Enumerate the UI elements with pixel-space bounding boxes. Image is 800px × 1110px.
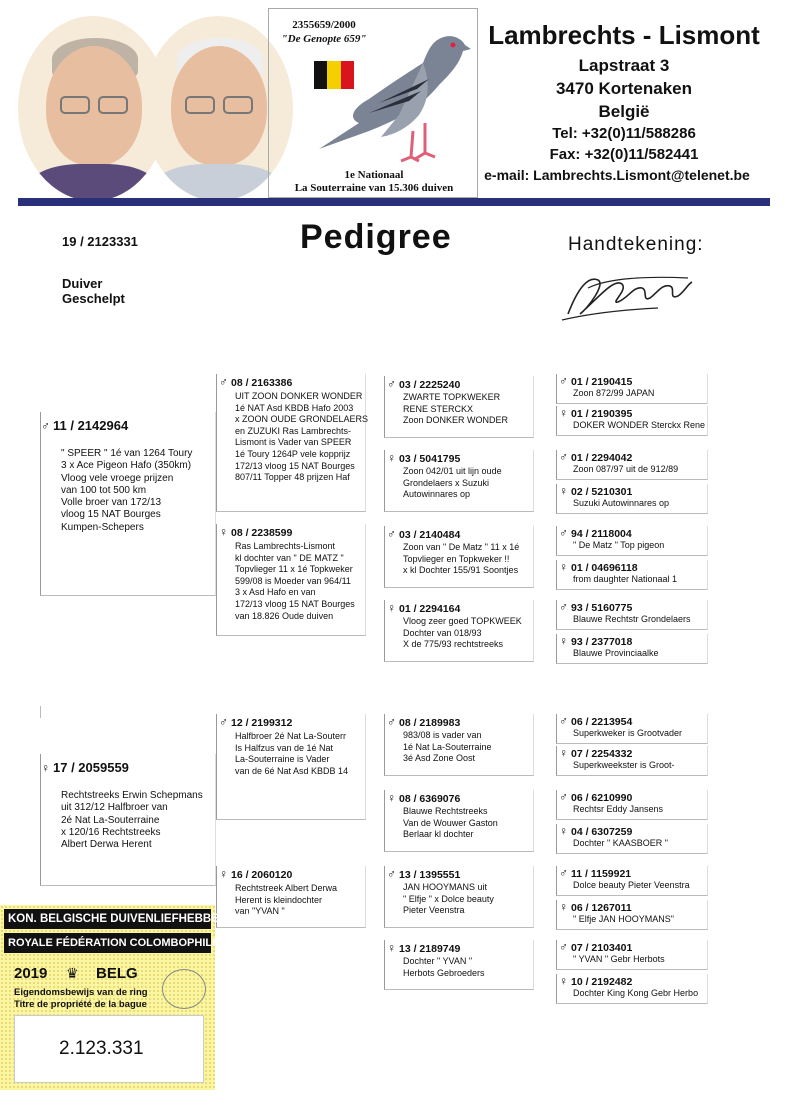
card-ring-number: 2.123.331 xyxy=(59,1038,144,1059)
gen3-ring: ♀ 08 / 6369076 xyxy=(387,791,461,805)
gen4-ring: ♀ 02 / 5210301 xyxy=(559,484,633,498)
card-year: 2019 xyxy=(14,965,48,982)
female-icon: ♀ xyxy=(41,761,50,775)
gen2-ring: ♂ 12 / 2199312 xyxy=(219,715,293,729)
gen4-ring: ♀ 04 / 6307259 xyxy=(559,824,633,838)
gen4-box xyxy=(556,714,708,744)
gen3-description: Dochter " YVAN " Herbots Gebroeders xyxy=(403,956,485,978)
gen3-ring: ♂ 03 / 2225240 xyxy=(387,377,461,391)
fax: Fax: +32(0)11/582441 xyxy=(549,146,699,163)
gen4-description: Superkweekster is Groot- xyxy=(573,760,675,770)
gen4-box xyxy=(556,900,708,930)
gen4-description: Suzuki Autowinnares op xyxy=(573,498,670,508)
gen3-box xyxy=(384,450,534,512)
street-address: Lapstraat 3 xyxy=(578,56,670,75)
gen4-box xyxy=(556,406,708,436)
male-icon: ♂ xyxy=(387,527,396,541)
gen3-ring: ♀ 13 / 2189749 xyxy=(387,941,461,955)
gen4-box xyxy=(556,374,708,404)
male-icon: ♂ xyxy=(219,375,228,389)
gen4-box xyxy=(556,600,708,630)
gen3-ring: ♂ 08 / 2189983 xyxy=(387,715,461,729)
male-icon: ♂ xyxy=(41,419,50,433)
shirt-shape xyxy=(153,164,283,201)
ring-ownership-card xyxy=(0,905,269,1090)
gen4-description: Zoon 872/99 JAPAN xyxy=(573,388,655,398)
female-icon: ♀ xyxy=(559,900,568,914)
dam-box xyxy=(40,754,216,886)
pigeon-result-line2: La Souterraine van 15.306 duiven xyxy=(294,182,454,194)
gen4-ring: ♀ 07 / 2254332 xyxy=(559,746,633,760)
female-icon: ♀ xyxy=(559,484,568,498)
male-icon: ♂ xyxy=(559,940,568,954)
gen4-description: " Elfje JAN HOOYMANS" xyxy=(573,914,674,924)
gen4-description: Dochter King Kong Gebr Herbo xyxy=(573,988,699,998)
card-label-fr: Titre de propriété de la bague xyxy=(14,999,147,1010)
gen4-box xyxy=(556,866,708,896)
gen4-box xyxy=(556,790,708,820)
gen3-ring: ♀ 01 / 2294164 xyxy=(387,601,461,615)
gen4-ring: ♂ 94 / 2118004 xyxy=(559,526,632,540)
gen4-ring: ♂ 06 / 6210990 xyxy=(559,790,633,804)
gen2-box xyxy=(216,374,369,512)
pigeon-ring-number: 2355659/2000 xyxy=(292,19,356,31)
pigeon-icon xyxy=(289,19,474,169)
glasses-icon xyxy=(60,96,90,114)
glasses-icon xyxy=(223,96,253,114)
gen3-ring: ♂ 03 / 2140484 xyxy=(387,527,461,541)
gen4-ring: ♂ 11 / 1159921 xyxy=(559,866,632,880)
contact-block xyxy=(478,8,770,198)
female-icon: ♀ xyxy=(219,867,228,881)
female-icon: ♀ xyxy=(559,634,568,648)
gen2-box xyxy=(216,524,366,636)
gen4-ring: ♂ 06 / 2213954 xyxy=(559,714,633,728)
female-icon: ♀ xyxy=(387,941,396,955)
gen3-description: Zoon 042/01 uit lijn oude Grondelaers x Suzuki Autowinnares op xyxy=(403,466,502,500)
city-address: 3470 Kortenaken xyxy=(555,79,693,98)
gen4-box xyxy=(556,634,708,664)
gen3-box xyxy=(384,790,534,852)
male-icon: ♂ xyxy=(559,714,568,728)
gen4-description: Rechtsr Eddy Jansens xyxy=(573,804,664,814)
signature-label: Handtekening: xyxy=(568,234,704,255)
gen3-description: 983/08 is vader van 1é Nat La-Souterraine 3é Asd Zone Oost xyxy=(403,730,492,764)
header-divider xyxy=(18,198,770,206)
gen4-box xyxy=(556,526,708,556)
gen2-description: Rechtstreek Albert Derwa Herent is kleindochter van "YVAN " xyxy=(235,883,338,917)
gen3-description: Zoon van " De Matz " 11 x 1é Topvlieger en Topkweker !! x kl Dochter 155/91 Soontjes xyxy=(403,542,520,576)
gen4-box xyxy=(556,746,708,776)
card-label-nl: Eigendomsbewijs van de ring xyxy=(14,987,148,998)
gen4-description: Blauwe Rechtstr Grondelaers xyxy=(573,614,691,624)
gen4-box xyxy=(556,484,708,514)
subject-ring-number: 19 / 2123331 xyxy=(62,234,138,249)
male-icon: ♂ xyxy=(559,526,568,540)
dam-description: Rechtstreeks Erwin Schepmans uit 312/12 Halfbroer van 2é Nat La-Souterraine x 120/16 Rechtstreeks Albert Derwa Herent xyxy=(61,790,203,851)
gen2-ring: ♂ 08 / 2163386 xyxy=(219,375,293,389)
gen4-description: " De Matz " Top pigeon xyxy=(573,540,665,550)
female-icon: ♀ xyxy=(559,406,568,420)
sire-description: " SPEER " 1é van 1264 Toury 3 x Ace Pigeon Hafo (350km) Vloog vele vroege prijzen van 100 tot 500 km Volle broer van 172/13 vloog 15 NAT Bourges Kumpen-Schepers xyxy=(61,448,193,533)
dam-ring: ♀ 17 / 2059559 xyxy=(41,760,129,775)
gen4-description: Dolce beauty Pieter Veenstra xyxy=(573,880,690,890)
gen4-box xyxy=(556,824,708,854)
male-icon: ♂ xyxy=(559,866,568,880)
glasses-icon xyxy=(98,96,128,114)
gen4-ring: ♂ 01 / 2190415 xyxy=(559,374,633,388)
male-icon: ♂ xyxy=(219,715,228,729)
female-icon: ♀ xyxy=(559,560,568,574)
female-icon: ♀ xyxy=(219,525,228,539)
email-link[interactable]: e-mail: Lambrechts.Lismont@telenet.be xyxy=(484,167,750,183)
page-title: Pedigree xyxy=(300,218,452,256)
gen3-box xyxy=(384,600,534,662)
sire-box xyxy=(40,412,216,596)
gen4-description: from daughter Nationaal 1 xyxy=(573,574,678,584)
gen2-description: Halfbroer 2é Nat La-Souterr Is Halfzus van de 1é Nat La-Souterraine is Vader van de 6é Nat Asd KBDB 14 xyxy=(235,731,349,776)
gen4-ring: ♀ 01 / 04696118 xyxy=(559,560,638,574)
male-icon: ♂ xyxy=(559,600,568,614)
gen4-ring: ♂ 93 / 5160775 xyxy=(559,600,633,614)
gen3-description: JAN HOOYMANS uit " Elfje " x Dolce beauty Pieter Veenstra xyxy=(403,882,494,916)
signature-icon xyxy=(558,258,698,328)
gen4-ring: ♀ 93 / 2377018 xyxy=(559,634,633,648)
federation-name-nl: KON. BELGISCHE DUIVENLIEFHEBBERSBOND xyxy=(4,909,211,929)
gen3-ring: ♂ 13 / 1395551 xyxy=(387,867,461,881)
gen4-description: Blauwe Provinciaalke xyxy=(573,648,659,658)
female-icon: ♀ xyxy=(559,824,568,838)
gen2-ring: ♀ 16 / 2060120 xyxy=(219,867,293,881)
gen3-box xyxy=(384,866,534,928)
gen4-description: Dochter " KAASBOER " xyxy=(573,838,668,848)
gen4-description: Zoon 087/97 uit de 912/89 xyxy=(573,464,679,474)
gen4-box xyxy=(556,450,708,480)
sire-ring: ♂ 11 / 2142964 xyxy=(41,418,129,433)
gen2-description: Ras Lambrechts-Lismont kl dochter van " DE MATZ " Topvlieger 11 x 1é Topkweker 599/08 is Moeder van 964/11 3 x Asd Hafo en van 172/13 vloog 15 NAT Bourges van 18.826 Oude duiven xyxy=(235,541,355,621)
gen3-box xyxy=(384,376,534,438)
male-icon: ♂ xyxy=(387,377,396,391)
gen3-box xyxy=(384,714,534,776)
gen4-box xyxy=(556,560,708,590)
gen2-description: UIT ZOON DONKER WONDER 1é NAT Asd KBDB Hafo 2003 x ZOON OUDE GRONDELAERS en ZUZUKI Ras Lambrechts- Lismont is Vader van SPEER 1é Toury 1264P vele kopprijz 172/13 vloog 15 NAT Bourges 807/11 Topper 48 prijzen Haf xyxy=(235,391,369,483)
gen4-box xyxy=(556,940,708,970)
gen3-ring: ♀ 03 / 5041795 xyxy=(387,451,461,465)
subject-sex: Duiver xyxy=(62,276,103,291)
female-icon: ♀ xyxy=(387,451,396,465)
gen3-box xyxy=(384,940,534,990)
gen4-box xyxy=(556,974,708,1004)
male-icon: ♂ xyxy=(559,450,568,464)
connector-line xyxy=(40,706,41,718)
gen4-ring: ♀ 10 / 2192482 xyxy=(559,974,633,988)
champion-pigeon-box xyxy=(268,8,478,198)
gen4-description: DOKER WONDER Sterckx Rene xyxy=(573,420,706,430)
federation-logo-icon xyxy=(162,969,206,1009)
telephone: Tel: +32(0)11/588286 xyxy=(552,125,696,142)
male-icon: ♂ xyxy=(559,790,568,804)
female-icon: ♀ xyxy=(387,601,396,615)
gen3-description: Vloog zeer goed TOPKWEEK Dochter van 018/93 X de 775/93 rechtstreeks xyxy=(403,616,522,650)
pigeon-result-line1: 1e Nationaal xyxy=(344,169,404,181)
gen3-box xyxy=(384,526,534,588)
gen4-ring: ♂ 07 / 2103401 xyxy=(559,940,633,954)
male-icon: ♂ xyxy=(387,715,396,729)
federation-name-fr: ROYALE FÉDÉRATION COLOMBOPHILE BELGE xyxy=(4,933,211,953)
gen2-ring: ♀ 08 / 2238599 xyxy=(219,525,293,539)
pigeon-name: "De Genopte 659" xyxy=(281,33,367,45)
gen3-description: Blauwe Rechtstreeks Van de Wouwer Gaston Berlaar kl dochter xyxy=(403,806,498,840)
gen4-ring: ♂ 01 / 2294042 xyxy=(559,450,633,464)
female-icon: ♀ xyxy=(559,974,568,988)
gen4-ring: ♀ 06 / 1267011 xyxy=(559,900,632,914)
gen3-description: ZWARTE TOPKWEKER RENE STERCKX Zoon DONKER WONDER xyxy=(403,392,509,426)
card-number-field xyxy=(14,1015,204,1083)
glasses-icon xyxy=(185,96,215,114)
male-icon: ♂ xyxy=(559,374,568,388)
gen4-description: Superkweker is Grootvader xyxy=(573,728,683,738)
crown-icon: ♛ xyxy=(66,965,79,981)
country-address: België xyxy=(598,102,650,121)
gen4-ring: ♀ 01 / 2190395 xyxy=(559,406,633,420)
subject-color: Geschelpt xyxy=(62,291,125,306)
shirt-shape xyxy=(28,164,158,201)
gen2-box xyxy=(216,714,366,820)
card-country: BELG xyxy=(96,965,138,982)
female-icon: ♀ xyxy=(387,791,396,805)
female-icon: ♀ xyxy=(559,746,568,760)
loft-name: Lambrechts - Lismont xyxy=(488,20,760,50)
gen4-description: " YVAN " Gebr Herbots xyxy=(573,954,665,964)
male-icon: ♂ xyxy=(387,867,396,881)
